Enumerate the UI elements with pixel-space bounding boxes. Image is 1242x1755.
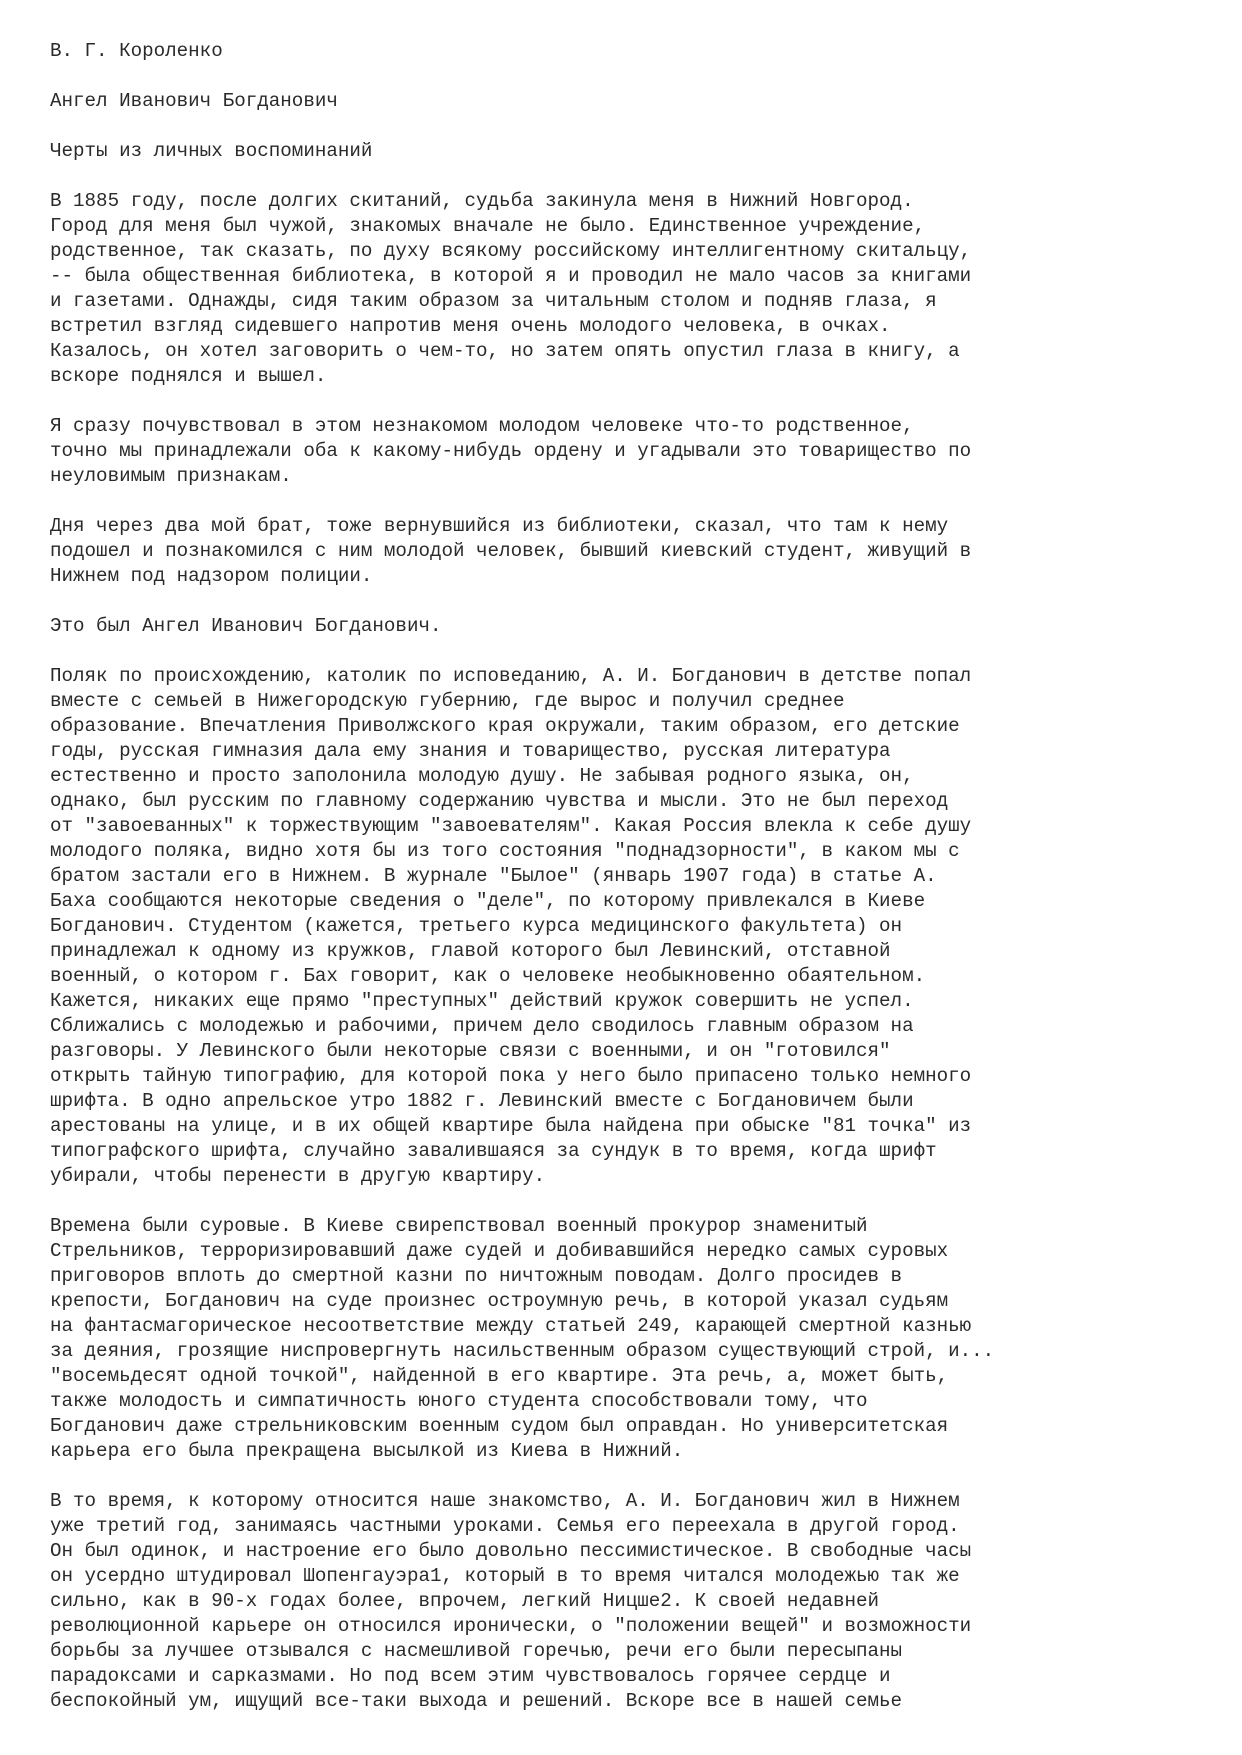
text-line: за деяния, грозящие ниспровергнуть насильственным образом существующий строй, и... — [50, 1340, 995, 1362]
text-line: карьера его была прекращена высылкой из Киева в Нижний. — [50, 1440, 684, 1462]
text-line: точно мы принадлежали оба к какому-нибудь ордену и угадывали это товарищество по — [50, 440, 972, 462]
text-line: молодого поляка, видно хотя бы из того состояния "поднадзорности", в каком мы с — [50, 840, 960, 862]
text-line: также молодость и симпатичность юного студента способствовали тому, что — [50, 1390, 868, 1412]
paragraph — [50, 1214, 1210, 1464]
document-title: Ангел Иванович Богданович — [50, 90, 338, 112]
text-line: Сближались с молодежью и рабочими, причем дело сводилось главным образом на — [50, 1015, 914, 1037]
text-line: парадоксами и сарказмами. Но под всем этим чувствовалось горячее сердце и — [50, 1665, 891, 1687]
text-line: братом застали его в Нижнем. В журнале "Былое" (январь 1907 года) в статье А. — [50, 865, 937, 887]
text-line: Кажется, никаких еще прямо "преступных" действий кружок совершить не успел. — [50, 990, 914, 1012]
paragraph — [50, 664, 1210, 1189]
text-line: и газетами. Однажды, сидя таким образом за читальным столом и подняв глаза, я — [50, 290, 937, 312]
text-line: революционной карьере он относился иронически, о "положении вещей" и возможности — [50, 1615, 972, 1637]
text-line: Времена были суровые. В Киеве свирепствовал военный прокурор знаменитый — [50, 1215, 868, 1237]
text-line: шрифта. В одно апрельское утро 1882 г. Левинский вместе с Богдановичем были — [50, 1090, 914, 1112]
document-page — [50, 39, 1210, 1739]
document-subtitle: Черты из личных воспоминаний — [50, 140, 373, 162]
text-line: Нижнем под надзором полиции. — [50, 565, 373, 587]
text-line: неуловимым признакам. — [50, 465, 292, 487]
text-line: он усердно штудировал Шопенгауэра1, который в то время читался молодежью так же — [50, 1565, 960, 1587]
text-line: убирали, чтобы перенести в другую квартиру. — [50, 1165, 546, 1187]
text-line: встретил взгляд сидевшего напротив меня очень молодого человека, в очках. — [50, 315, 891, 337]
document-body — [50, 189, 1210, 1714]
text-line: Казалось, он хотел заговорить о чем-то, но затем опять опустил глаза в книгу, а — [50, 340, 960, 362]
text-line: Богданович. Студентом (кажется, третьего курса медицинского факультета) он — [50, 915, 903, 937]
text-line: "восемьдесят одной точкой", найденной в его квартире. Эта речь, а, может быть, — [50, 1365, 949, 1387]
text-line: В то время, к которому относится наше знакомство, А. И. Богданович жил в Нижнем — [50, 1490, 960, 1512]
text-line: Он был одинок, и настроение его было довольно пессимистическое. В свободные часы — [50, 1540, 972, 1562]
text-line: Город для меня был чужой, знакомых вначале не было. Единственное учреждение, — [50, 215, 926, 237]
paragraph — [50, 614, 1210, 639]
text-line: принадлежал к одному из кружков, главой которого был Левинский, отставной — [50, 940, 891, 962]
paragraph — [50, 1489, 1210, 1714]
text-line: военный, о котором г. Бах говорит, как о человеке необыкновенно обаятельном. — [50, 965, 926, 987]
text-line: Это был Ангел Иванович Богданович. — [50, 615, 442, 637]
text-line: типографского шрифта, случайно завалившаяся за сундук в то время, когда шрифт — [50, 1140, 937, 1162]
text-line: Поляк по происхождению, католик по исповеданию, А. И. Богданович в детстве попал — [50, 665, 972, 687]
text-line: уже третий год, занимаясь частными уроками. Семья его переехала в другой город. — [50, 1515, 960, 1537]
text-line: естественно и просто заполонила молодую душу. Не забывая родного языка, он, — [50, 765, 914, 787]
text-line: вскоре поднялся и вышел. — [50, 365, 327, 387]
text-line: Богданович даже стрельниковским военным судом был оправдан. Но университетская — [50, 1415, 949, 1437]
text-line: беспокойный ум, ищущий все-таки выхода и решений. Вскоре все в нашей семье — [50, 1690, 903, 1712]
paragraph — [50, 414, 1210, 489]
paragraph — [50, 514, 1210, 589]
text-line: сильно, как в 90-х годах более, впрочем, легкий Ницше2. К своей недавней — [50, 1590, 880, 1612]
text-line: В 1885 году, после долгих скитаний, судьба закинула меня в Нижний Новгород. — [50, 190, 914, 212]
text-line: от "завоеванных" к торжествующим "завоевателям". Какая Россия влекла к себе душу — [50, 815, 972, 837]
text-line: приговоров вплоть до смертной казни по ничтожным поводам. Долго просидев в — [50, 1265, 903, 1287]
text-line: родственное, так сказать, по духу всякому российскому интеллигентному скитальцу, — [50, 240, 972, 262]
text-line: подошел и познакомился с ним молодой человек, бывший киевский студент, живущий в — [50, 540, 972, 562]
text-line: на фантасмагорическое несоответствие между статьей 249, карающей смертной казнью — [50, 1315, 972, 1337]
text-line: борьбы за лучшее отзывался с насмешливой горечью, речи его были пересыпаны — [50, 1640, 903, 1662]
text-line: вместе с семьей в Нижегородскую губернию, где вырос и получил среднее — [50, 690, 845, 712]
text-line: Дня через два мой брат, тоже вернувшийся из библиотеки, сказал, что там к нему — [50, 515, 949, 537]
text-line: годы, русская гимназия дала ему знания и товарищество, русская литература — [50, 740, 891, 762]
text-line: образование. Впечатления Приволжского края окружали, таким образом, его детские — [50, 715, 960, 737]
author-line: В. Г. Короленко — [50, 40, 223, 62]
text-line: Стрельников, терроризировавший даже судей и добивавшийся нередко самых суровых — [50, 1240, 949, 1262]
text-line: -- была общественная библиотека, в которой я и проводил не мало часов за книгами — [50, 265, 972, 287]
paragraph — [50, 189, 1210, 389]
text-line: разговоры. У Левинского были некоторые связи с военными, и он "готовился" — [50, 1040, 891, 1062]
text-line: Я сразу почувствовал в этом незнакомом молодом человеке что-то родственное, — [50, 415, 914, 437]
text-line: открыть тайную типографию, для которой пока у него было припасено только немного — [50, 1065, 972, 1087]
text-line: крепости, Богданович на суде произнес остроумную речь, в которой указал судьям — [50, 1290, 949, 1312]
text-line: однако, был русским по главному содержанию чувства и мысли. Это не был переход — [50, 790, 949, 812]
text-line: Баха сообщаются некоторые сведения о "деле", по которому привлекался в Киеве — [50, 890, 926, 912]
text-line: арестованы на улице, и в их общей квартире была найдена при обыске "81 точка" из — [50, 1115, 972, 1137]
